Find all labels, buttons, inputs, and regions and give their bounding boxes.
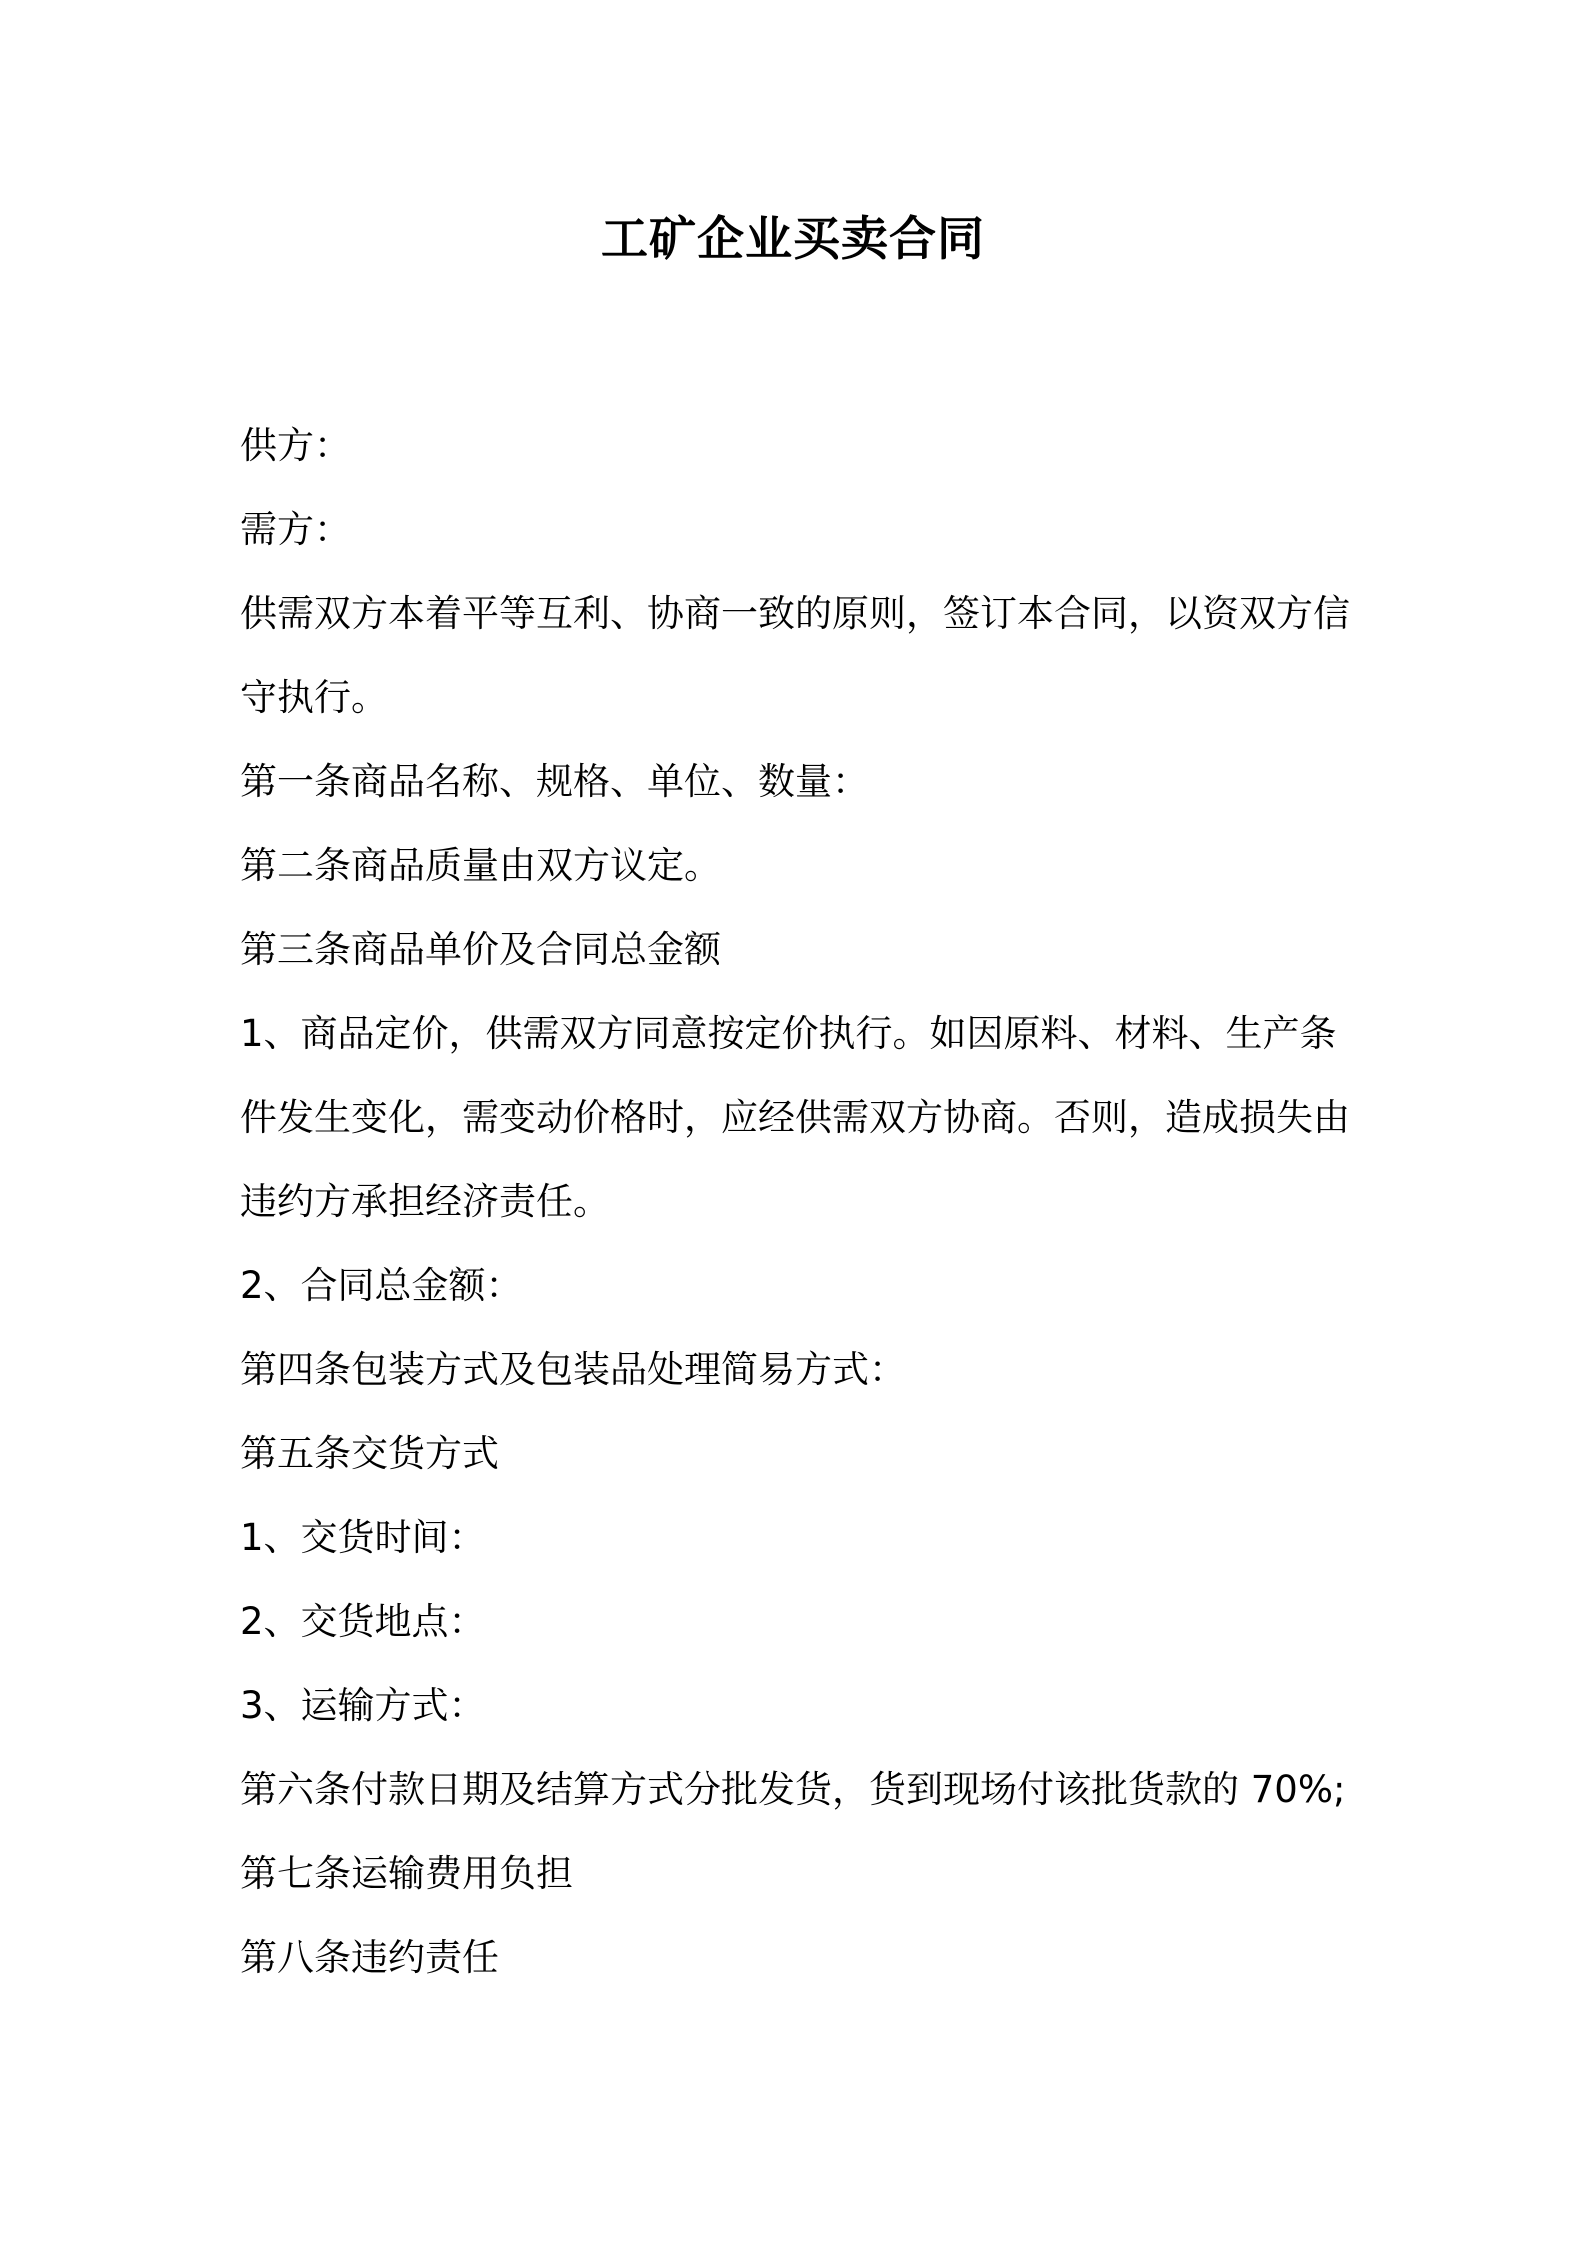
article-1-line: 第一条商品名称、规格、单位、数量： [240, 760, 869, 803]
document-body [240, 404, 1360, 2000]
article-5-item-1: 1、交货时间： [240, 1516, 486, 1559]
article-7-line: 第七条运输费用负担 [240, 1852, 573, 1895]
article-6-line: 第六条付款日期及结算方式分批发货，货到现场付该批货款的 70%; [240, 1768, 1346, 1811]
article-5-item-2: 2、交货地点： [240, 1600, 486, 1643]
article-4-line: 第四条包装方式及包装品处理简易方式： [240, 1348, 906, 1391]
article-5-item-3: 3、运输方式： [240, 1684, 486, 1727]
article-2-line: 第二条商品质量由双方议定。 [240, 844, 721, 887]
article-3-line: 第三条商品单价及合同总金额 [240, 928, 721, 971]
article-5-line: 第五条交货方式 [240, 1432, 499, 1475]
article-3-item-2: 2、合同总金额： [240, 1264, 523, 1307]
supplier-line: 供方： [240, 424, 351, 467]
document-title: 工矿企业买卖合同 [601, 212, 985, 267]
preamble-paragraph: 供需双方本着平等互利、协商一致的原则，签订本合同，以资双方信守执行。 [240, 592, 1350, 719]
article-8-line: 第八条违约责任 [240, 1936, 499, 1979]
article-3-item-1: 1、商品定价，供需双方同意按定价执行。如因原料、材料、生产条件发生变化，需变动价格时，应经供需双方协商。否则，造成损失由违约方承担经济责任。 [240, 1012, 1350, 1223]
buyer-line: 需方： [240, 508, 351, 551]
